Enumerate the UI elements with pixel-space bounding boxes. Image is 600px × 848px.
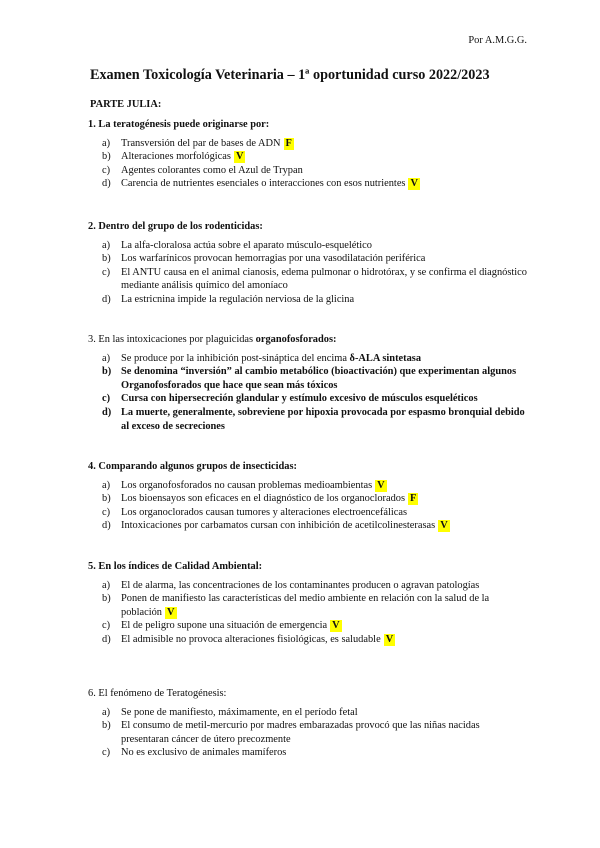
option-c: c) El ANTU causa en el animal cianosis, edema pulmonar o hidrotórax, y se confirma el diagnóstico mediante análisis químico del amoníaco [102, 266, 527, 292]
option-b: b) Los warfarínicos provocan hemorragias por una vasodilatación periférica [102, 253, 426, 265]
option-text: Los organofosforados no causan problemas medioambientas [121, 479, 373, 491]
option-text: El ANTU causa en el animal cianosis, edema pulmonar o hidrotórax, y se confirma el diagnóstico mediante análisis químico del amoníaco [121, 266, 527, 292]
option-text: Agentes colorantes como el Azul de Trypan [121, 164, 303, 176]
question-title: 3. En las intoxicaciones por plaguicidas organofosforados: [88, 334, 337, 345]
answer-mark: F [410, 493, 417, 505]
option-text: Se produce por la inhibición post-sináptica del encima [121, 352, 347, 364]
answer-mark: V [385, 633, 394, 645]
question-1 [88, 118, 528, 191]
option-text: No es exclusivo de animales mamíferos [121, 747, 287, 759]
option-b: b) Ponen de manifiesto las características del medio ambiente en relación con la salud de la población V [102, 593, 490, 618]
option-c: c) El de peligro supone una situación de emergencia V [102, 620, 340, 632]
option-list [88, 239, 528, 307]
option-text: Los organoclorados causan tumores y alteraciones electroencefálicas [121, 506, 408, 518]
option-a: a) Transversión del par de bases de ADN F [102, 137, 292, 149]
option-text: Intoxicaciones por carbamatos cursan con inhibición de acetilcolinesterasas [121, 520, 436, 532]
question-4 [88, 460, 528, 533]
question-6 [88, 687, 528, 760]
option-text: El admisible no provoca alteraciones fisiológicas, es saludable [121, 633, 381, 645]
option-text: Alteraciones morfológicas [121, 151, 231, 163]
answer-mark: V [166, 606, 175, 618]
option-text: Cursa con hipersecreción glandular y estímulo excesivo de músculos esqueléticos [121, 393, 478, 405]
option-a: a) Los organofosforados no causan problemas medioambientas V [102, 479, 385, 491]
option-text: El de peligro supone una situación de emergencia [121, 620, 328, 632]
answer-mark: V [377, 479, 385, 491]
answer-mark: V [235, 151, 244, 163]
option-d: d) La muerte, generalmente, sobreviene por hipoxia provocada por espasmo bronquial debido al exceso de secreciones [102, 406, 525, 432]
option-c: c) Agentes colorantes como el Azul de Trypan [102, 164, 303, 176]
question-title: 5. En los índices de Calidad Ambiental: [88, 561, 263, 572]
option-text: Ponen de manifiesto las características del medio ambiente en relación con la salud de la población [121, 593, 490, 618]
option-list [88, 137, 528, 191]
option-c: c) Los organoclorados causan tumores y alteraciones electroencefálicas [102, 506, 408, 518]
option-d: d) Intoxicaciones por carbamatos cursan con inhibición de acetilcolinesterasas V [102, 520, 448, 532]
option-text: La estricnina impide la regulación nerviosa de la glicina [121, 293, 355, 305]
question-title: 1. La teratogénesis puede originarse por: [88, 119, 270, 130]
question-title: 2. Dentro del grupo de los rodenticidas: [88, 221, 263, 232]
option-text: Los warfarínicos provocan hemorragias por una vasodilatación periférica [121, 253, 426, 265]
option-text: Se denomina “inversión” al cambio metabólico (bioactivación) que experimentan algunos Organofosforados que hace que sean más tóxicos [121, 366, 517, 391]
option-list [88, 706, 528, 760]
option-text: Los bioensayos son eficaces en el diagnóstico de los organoclorados [121, 493, 406, 505]
option-c: c) Cursa con hipersecreción glandular y estímulo excesivo de músculos esqueléticos [102, 393, 478, 405]
option-text: El de alarma, las concentraciones de los contaminantes producen o agravan patologías [121, 579, 480, 591]
question-3 [88, 333, 528, 433]
option-text: El consumo de metil-mercurio por madres embarazadas provocó que las niñas nacidas presentaran cáncer de útero precozmente [121, 720, 480, 745]
question-5 [88, 560, 528, 647]
option-text: La muerte, generalmente, sobreviene por hipoxia provocada por espasmo bronquial debido al exceso de secreciones [121, 406, 525, 432]
author-credit: Por A.M.G.G. [468, 35, 527, 46]
option-a: a) La alfa-cloralosa actúa sobre el aparato músculo-esquelético [102, 239, 372, 251]
answer-mark: F [285, 137, 292, 149]
option-a: a) Se pone de manifiesto, máximamente, en el período fetal [102, 706, 358, 718]
option-b: b) Se denomina “inversión” al cambio metabólico (bioactivación) que experimentan algunos Organofosforados que hace que sean más tóxicos [102, 366, 517, 391]
part-heading: PARTE JULIA: [90, 99, 162, 110]
option-d: d) Carencia de nutrientes esenciales o interacciones con esos nutrientes V [102, 178, 418, 190]
option-text: Se pone de manifiesto, máximamente, en el período fetal [121, 706, 358, 718]
option-text: La alfa-cloralosa actúa sobre el aparato músculo-esquelético [121, 239, 372, 251]
question-title: 4. Comparando algunos grupos de insecticidas: [88, 461, 297, 472]
option-list [88, 579, 528, 647]
option-c: c) No es exclusivo de animales mamíferos [102, 747, 287, 759]
option-list [88, 352, 528, 434]
option-a: a) Se produce por la inhibición post-sináptica del encima δ-ALA sintetasa [102, 352, 422, 364]
option-d: d) La estricnina impide la regulación nerviosa de la glicina [102, 293, 355, 305]
answer-mark: V [440, 520, 448, 532]
option-a: a) El de alarma, las concentraciones de los contaminantes producen o agravan patologías [102, 579, 480, 591]
option-text: Carencia de nutrientes esenciales o interacciones con esos nutrientes [121, 178, 406, 190]
option-b: b) Alteraciones morfológicas V [102, 151, 244, 163]
answer-mark: V [410, 178, 418, 190]
option-b: b) El consumo de metil-mercurio por madres embarazadas provocó que las niñas nacidas presentaran cáncer de útero precozmente [102, 720, 480, 745]
option-list [88, 479, 528, 533]
question-2 [88, 220, 528, 307]
answer-mark: V [332, 620, 340, 632]
option-d: d) El admisible no provoca alteraciones fisiológicas, es saludable V [102, 633, 394, 645]
option-text: Transversión del par de bases de ADN [121, 137, 281, 149]
option-b: b) Los bioensayos son eficaces en el diagnóstico de los organoclorados F [102, 493, 417, 505]
enzyme-name: δ-ALA sintetasa [349, 352, 422, 364]
exam-title: Examen Toxicología Veterinaria – 1ª oportunidad curso 2022/2023 [90, 67, 490, 83]
question-title: 6. El fenómeno de Teratogénesis: [88, 688, 227, 699]
